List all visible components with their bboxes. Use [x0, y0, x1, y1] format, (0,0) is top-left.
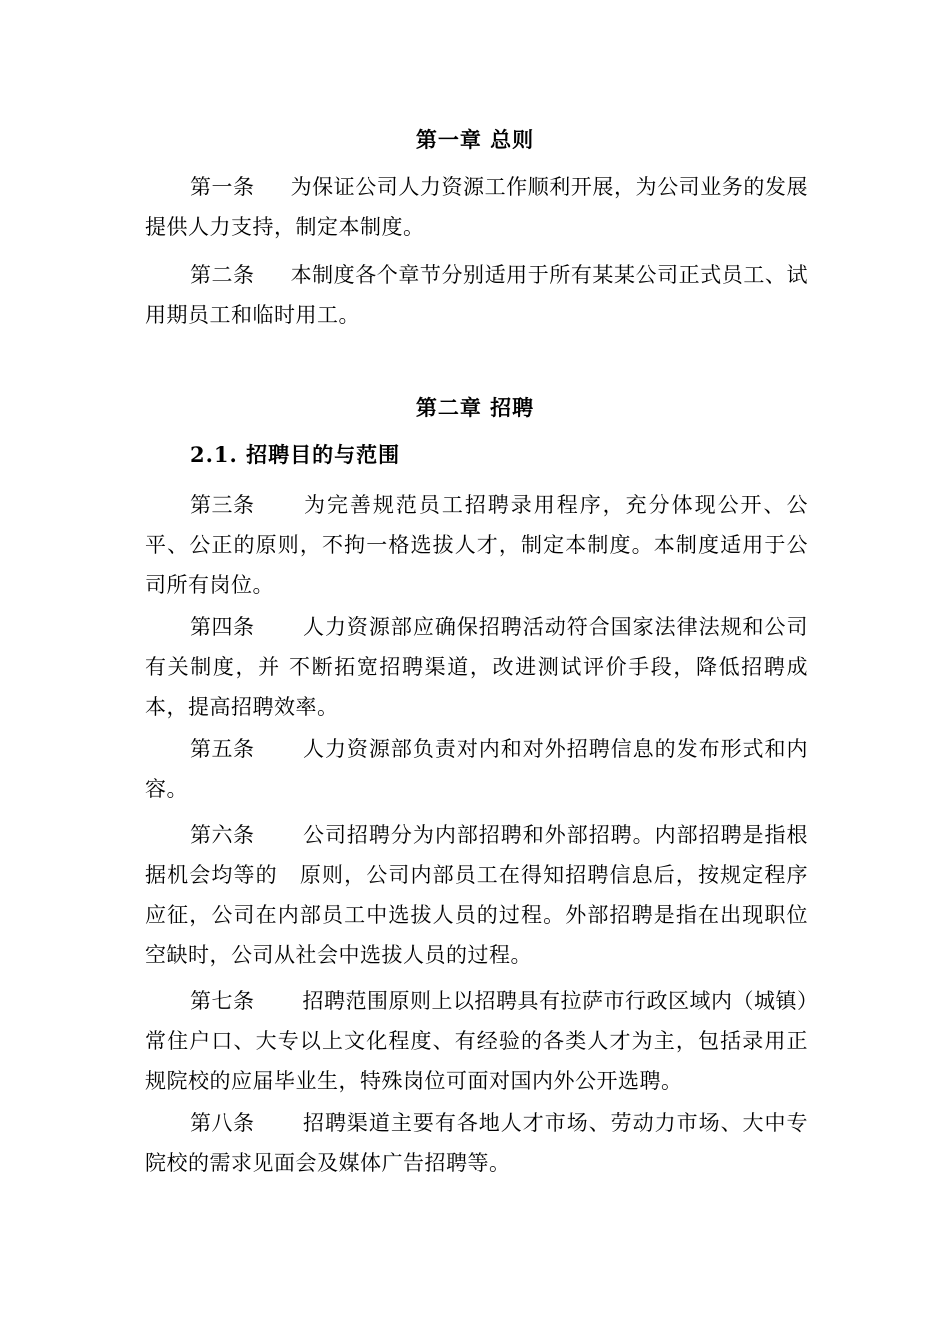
article-4-text: 人力资源部应确保招聘活动符合国家法律法规和公司有关制度，并 不断拓宽招聘渠道，改进测试评价手段，降低招聘成本，提高招聘效率。 [145, 615, 808, 719]
article-2 [145, 255, 808, 335]
article-1 [145, 167, 808, 247]
section-2-1-title: 2.1. 招聘目的与范围 [190, 442, 401, 467]
article-7-text: 招聘范围原则上以招聘具有拉萨市行政区域内（城镇）常住户口、大专以上文化程度、有经验的各类人才为主，包括录用正规院校的应届毕业生，特殊岗位可面对国内外公开选聘。 [145, 989, 808, 1093]
article-7 [145, 981, 808, 1101]
article-1-text: 为保证公司人力资源工作顺利开展，为公司业务的发展提供人力支持，制定本制度。 [145, 175, 808, 239]
article-6 [145, 815, 808, 975]
article-2-number: 第二条 [190, 263, 255, 287]
article-7-number: 第七条 [190, 989, 255, 1013]
article-8-text: 招聘渠道主要有各地人才市场、劳动力市场、大中专院校的需求见面会及媒体广告招聘等。 [145, 1111, 808, 1175]
article-1-number: 第一条 [190, 175, 255, 199]
article-6-number: 第六条 [190, 823, 255, 847]
article-4-number: 第四条 [190, 615, 255, 639]
article-4 [145, 607, 808, 727]
article-8-number: 第八条 [190, 1111, 255, 1135]
article-6-text: 公司招聘分为内部招聘和外部招聘。内部招聘是指根据机会均等的 原则，公司内部员工在得知招聘信息后，按规定程序应征，公司在内部员工中选拔人员的过程。外部招聘是指在出现职位空缺时，公司从社会中选拔人员的过程。 [145, 823, 808, 967]
article-5 [145, 729, 808, 809]
chapter-1-title: 第一章 总则 [415, 127, 535, 152]
article-2-text: 本制度各个章节分别适用于所有某某公司正式员工、试用期员工和临时用工。 [145, 263, 808, 327]
article-3-text: 为完善规范员工招聘录用程序，充分体现公开、公平、公正的原则，不拘一格选拔人才，制定本制度。本制度适用于公司所有岗位。 [145, 493, 808, 597]
article-8 [145, 1103, 808, 1183]
article-5-number: 第五条 [190, 737, 255, 761]
chapter-2-title: 第二章 招聘 [415, 395, 535, 420]
article-3-number: 第三条 [190, 493, 255, 517]
article-3 [145, 485, 808, 605]
article-5-text: 人力资源部负责对内和对外招聘信息的发布形式和内容。 [145, 737, 808, 801]
